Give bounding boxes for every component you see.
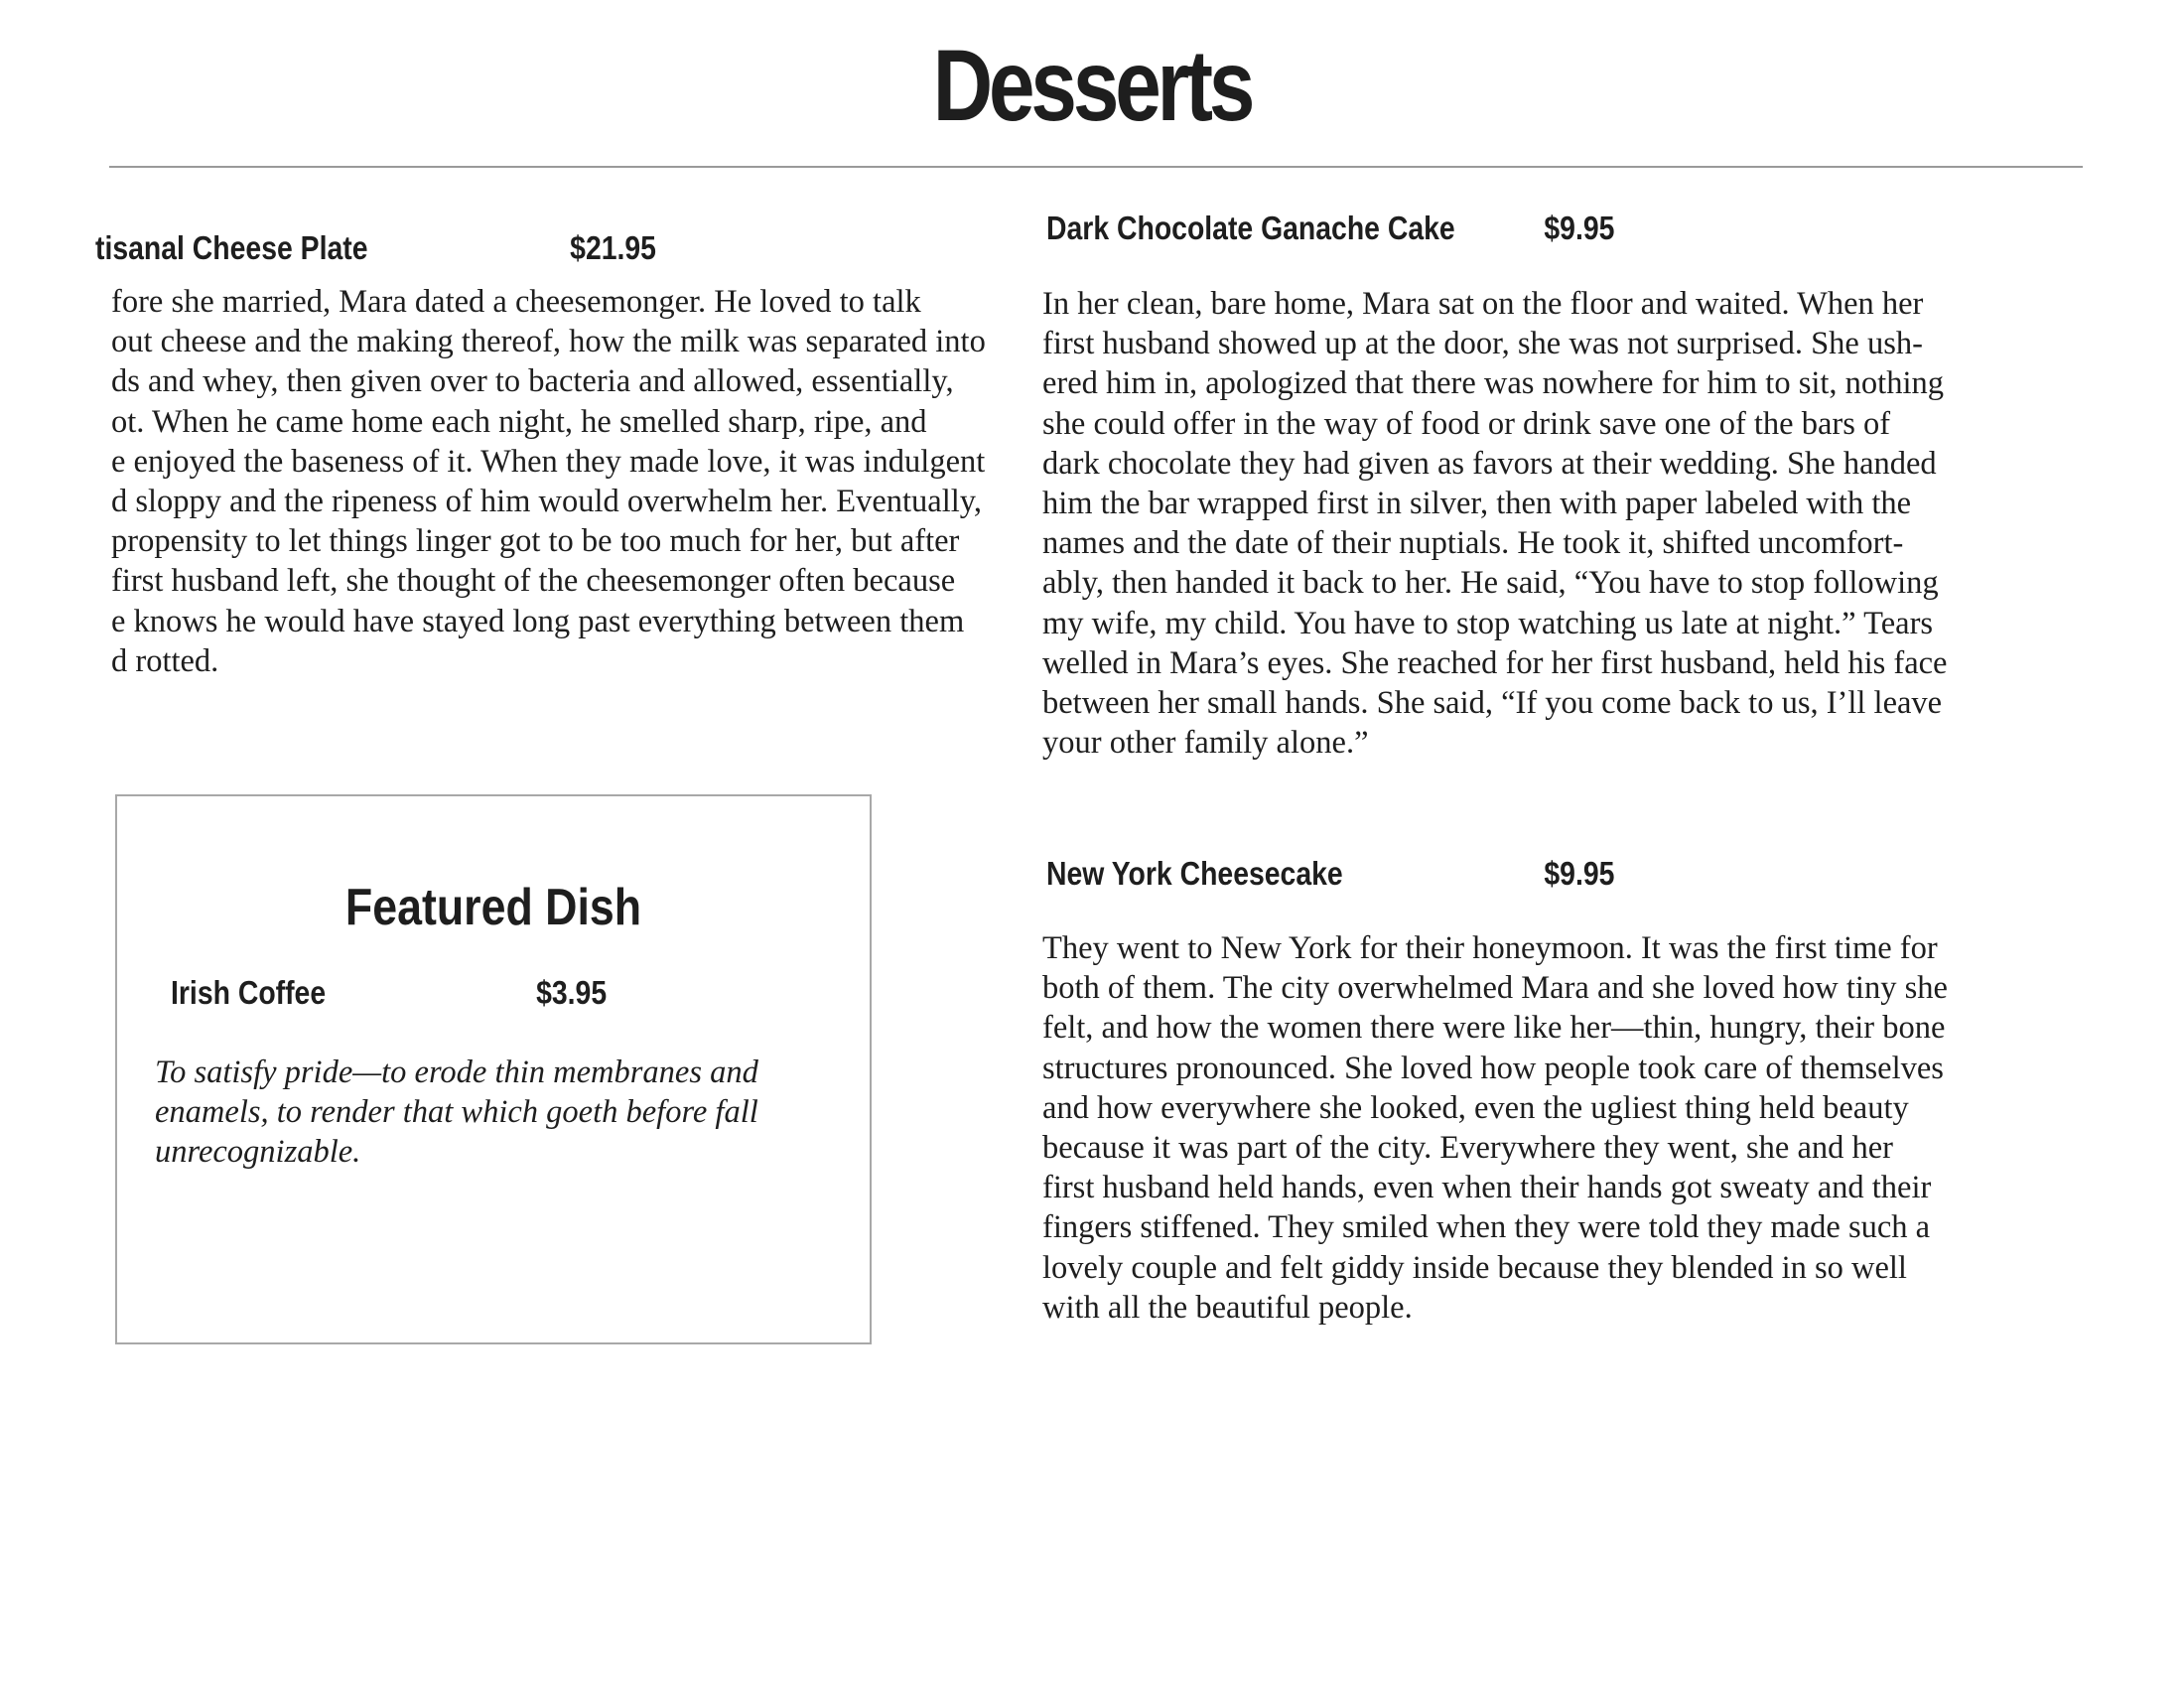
description-line: felt, and how the women there were like her—thin, hungry, their bone (1042, 1010, 1946, 1047)
featured-item-name: Irish Coffee (171, 974, 327, 1011)
description-line: first husband held hands, even when their hands got sweaty and their (1042, 1170, 1932, 1206)
description-line: d sloppy and the ripeness of him would overwhelm her. Eventually, (111, 484, 983, 520)
menu-item-price: $9.95 (1544, 855, 1615, 892)
description-line: ot. When he came home each night, he smelled sharp, ripe, and (111, 403, 927, 440)
featured-dish-box (115, 794, 872, 1344)
featured-item-price: $3.95 (536, 974, 608, 1011)
menu-item-description (1042, 284, 1947, 763)
description-line: ered him in, apologized that there was nowhere for him to sit, nothing (1042, 365, 1944, 402)
description-line: him the bar wrapped first in silver, then with paper labeled with the (1042, 486, 1912, 522)
description-line: structures pronounced. She loved how people took care of themselves (1042, 1050, 1944, 1086)
description-line: fore she married, Mara dated a cheesemonger. He loved to talk (111, 284, 921, 320)
description-line: fingers stiffened. They smiled when they were told they made such a (1042, 1209, 1931, 1246)
menu-item-price: $21.95 (570, 229, 656, 266)
description-line: between her small hands. She said, “If you come back to us, I’ll leave (1042, 685, 1943, 722)
description-line: because it was part of the city. Everywhere they went, she and her (1042, 1130, 1893, 1167)
description-line: names and the date of their nuptials. He took it, shifted uncomfort- (1042, 525, 1904, 562)
menu-item-name: tisanal Cheese Plate (95, 229, 368, 266)
description-line: welled in Mara’s eyes. She reached for her first husband, held his face (1042, 644, 1948, 681)
description-line: she could offer in the way of food or drink save one of the bars of (1042, 405, 1891, 442)
page-title: Desserts (932, 29, 1252, 142)
description-line: enamels, to render that which goeth before fall (155, 1094, 758, 1131)
description-line: unrecognizable. (155, 1134, 361, 1171)
menu-item-price: $9.95 (1544, 210, 1615, 246)
description-line: To satisfy pride—to erode thin membranes and (155, 1055, 758, 1090)
description-line: dark chocolate they had given as favors at their wedding. She handed (1042, 445, 1937, 482)
menu-item-description (111, 282, 986, 681)
description-line: e knows he would have stayed long past everything between them (111, 603, 965, 639)
menu-item-name: New York Cheesecake (1046, 855, 1343, 892)
featured-item-description (155, 1053, 758, 1173)
description-line: your other family alone.” (1042, 725, 1369, 762)
description-line: lovely couple and felt giddy inside because they blended in so well (1042, 1249, 1907, 1286)
description-line: In her clean, bare home, Mara sat on the floor and waited. When her (1042, 286, 1924, 322)
description-line: e enjoyed the baseness of it. When they made love, it was indulgent (111, 443, 986, 480)
description-line: They went to New York for their honeymoon. It was the first time for (1042, 930, 1938, 966)
description-line: my wife, my child. You have to stop watching us late at night.” Tears (1042, 605, 1934, 641)
description-line: ably, then handed it back to her. He said, “You have to stop following (1042, 565, 1939, 602)
description-line: propensity to let things linger got to be too much for her, but after (111, 523, 960, 560)
featured-dish-title: Featured Dish (344, 879, 642, 936)
description-line: ds and whey, then given over to bacteria and allowed, essentially, (111, 363, 954, 400)
description-line: first husband left, she thought of the cheesemonger often because (111, 563, 956, 600)
description-line: and how everywhere she looked, even the ugliest thing held beauty (1042, 1089, 1909, 1126)
description-line: d rotted. (111, 642, 219, 679)
menu-item-description (1042, 928, 1948, 1328)
description-line: first husband showed up at the door, she was not surprised. She ush- (1042, 326, 1923, 362)
description-line: both of them. The city overwhelmed Mara and she loved how tiny she (1042, 970, 1948, 1007)
menu-item-name: Dark Chocolate Ganache Cake (1046, 210, 1455, 246)
description-line: with all the beautiful people. (1042, 1289, 1413, 1326)
left-column (0, 199, 1013, 715)
description-line: out cheese and the making thereof, how the milk was separated into (111, 324, 986, 360)
title-divider (109, 166, 2083, 168)
